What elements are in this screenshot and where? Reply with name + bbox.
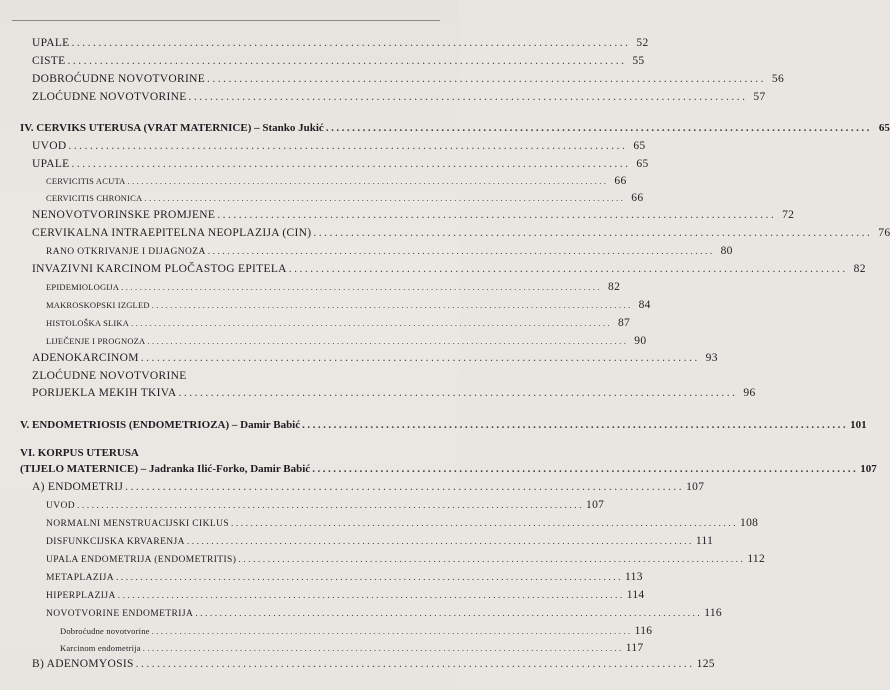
toc-subentry [46,192,644,205]
toc-entry-title: (TIJELO MATERNICE) – Jadranka Ilić-Forko, Damir Babić [20,463,311,475]
toc-entry-title: UVOD [46,501,76,511]
leader-dots: ........................................................................................................ [131,318,613,328]
toc-entry [32,37,649,50]
leader-dots: ........................................................................................................ [188,91,748,103]
toc-entry-page: 56 [771,73,785,85]
toc-entry-title: A) ENDOMETRIJ [32,481,124,493]
leader-dots: ........................................................................................................ [142,643,624,653]
toc-entry-title: HIPERPLAZIJA [46,591,116,601]
leader-dots: ........................................................................................................ [127,176,609,186]
toc-subentry [46,281,621,294]
top-rule [12,20,440,21]
toc-chapter-heading [20,419,867,431]
toc-entry-title: UPALE [32,158,70,170]
toc-entry-title: V. ENDOMETRIOSIS (ENDOMETRIOZA) – Damir Babić [20,419,301,431]
leader-dots: ........................................................................................................ [121,282,603,292]
toc-entry [32,387,756,400]
toc-entry [32,481,705,494]
toc-entry-page: 114 [626,589,645,601]
toc-entry-page: 117 [625,642,644,654]
toc-entry [32,55,645,68]
toc-entry-page: 125 [696,658,715,670]
toc-entry-title: UVOD [32,140,67,152]
toc-entry-title: CERVICITIS CHRONICA [46,193,143,203]
leader-dots: ........................................................................................................ [125,481,685,493]
toc-entry-title: ZLOĆUDNE NOVOTVORINE [32,370,187,382]
toc-entry [32,227,890,240]
toc-entry-page: 65 [633,140,646,152]
toc-entry [32,140,646,153]
toc-subentry [46,517,759,530]
toc-entry-page: 65 [636,158,649,170]
toc-entry-page: 113 [625,571,643,583]
toc-entry-page: 55 [632,55,645,67]
toc-entry-title: UPALE [32,37,70,49]
toc-entry-page: 82 [608,281,621,293]
leader-dots: ........................................................................................................ [151,626,633,636]
leader-dots: ........................................................................................................ [312,463,859,475]
leader-dots: ........................................................................................................ [231,519,739,529]
toc-entry-page: 57 [753,91,766,103]
toc-entry-title: CERVIKALNA INTRAEPITELNA NEOPLAZIJA (CIN) [32,227,312,239]
toc-entry-page: 107 [586,499,605,511]
toc-subentry [46,553,766,566]
toc-entry-title: CERVICITIS ACUTA [46,176,126,186]
leader-dots: ........................................................................................................ [68,140,628,152]
leader-dots: ........................................................................................................ [207,247,715,257]
toc-entry-page: 107 [860,463,877,475]
toc-entry-title: METAPLAZIJA [46,573,115,583]
toc-entry-page: 87 [617,317,631,329]
toc-entry-page: 101 [850,419,867,431]
toc-entry-title: DISFUNKCIJSKA KRVARENJA [46,537,185,547]
toc-subentry [46,589,645,602]
toc-entry-page: 82 [853,263,866,275]
toc-entry [32,158,649,171]
toc-entry-page: 112 [747,553,766,565]
toc-entry-title: Dobroćudne novotvorine [60,626,150,636]
toc-chapter-heading [20,448,429,459]
leader-dots: ........................................................................................................ [151,300,633,310]
toc-subsubentry [60,625,653,638]
toc-entry-title: CISTE [32,55,66,67]
toc-entry-title: INVAZIVNI KARCINOM PLOČASTOG EPITELA [32,263,287,275]
toc-entry [32,91,766,104]
toc-entry-title: DOBROĆUDNE NOVOTVORINE [32,73,206,85]
toc-entry-page: 76 [878,227,890,239]
toc-entry-title: VI. KORPUS UTERUSA [20,447,139,459]
leader-dots: ........................................................................................................ [135,658,695,670]
toc-entry-title: NOVOTVORINE ENDOMETRIJA [46,609,194,619]
toc-entry-page: 65 [878,122,890,134]
leader-dots: ........................................................................................................ [140,352,700,364]
toc-entry-title: EPIDEMIOLOGIJA [46,282,120,292]
toc-entry-page: 66 [614,175,627,187]
leader-dots: ........................................................................................................ [144,193,626,203]
toc-entry-title: NORMALNI MENSTRUACIJSKI CIKLUS [46,519,230,529]
toc-entry-title: ZLOĆUDNE NOVOTVORINE [32,91,187,103]
toc-entry-page: 66 [631,192,644,204]
leader-dots: ........................................................................................................ [116,573,624,583]
toc-entry-title: IV. CERVIKS UTERUSA (VRAT MATERNICE) – Stanko Jukić [20,122,324,134]
toc-subentry [46,535,714,548]
toc-entry-page: 90 [634,335,647,347]
leader-dots: ........................................................................................................ [217,209,777,221]
toc-entry-title: RANO OTKRIVANJE I DIJAGNOZA [46,247,206,257]
leader-dots: ........................................................................................................ [288,263,848,275]
toc-entry-page: 107 [686,481,705,493]
toc-entry-page: 84 [638,299,651,311]
leader-dots: ........................................................................................................ [71,158,631,170]
leader-dots: ........................................................................................................ [71,37,631,49]
toc-entry-title: ADENOKARCINOM [32,352,139,364]
leader-dots: ........................................................................................................ [313,227,873,239]
toc-subentry [46,175,627,188]
toc-entry-page: 116 [634,625,653,637]
toc-entry [32,371,429,383]
leader-dots: ........................................................................................................ [195,609,703,619]
toc-subentry [46,335,647,348]
toc-entry-page: 93 [705,352,718,364]
leader-dots: ........................................................................................................ [325,122,872,134]
toc-entry-title: MAKROSKOPSKI IZGLED [46,300,150,310]
toc-subentry [46,299,651,312]
toc-entry-page: 80 [720,245,733,257]
toc-entry-page: 52 [636,37,649,49]
toc-chapter-heading [20,463,877,475]
toc-chapter-heading [20,122,890,134]
leader-dots: ........................................................................................................ [207,73,767,85]
toc-entry-title: NENOVOTVORINSKE PROMJENE [32,209,216,221]
toc-entry-page: 108 [740,517,759,529]
toc-subentry [46,317,631,330]
toc-entry-title: Karcinom endometrija [60,643,141,653]
toc-entry [32,352,718,365]
toc-entry [32,73,785,86]
leader-dots: ........................................................................................................ [77,501,585,511]
toc-subsubentry [60,642,644,655]
toc-subentry [46,607,722,620]
toc-entry-title: PORIJEKLA MEKIH TKIVA [32,387,177,399]
leader-dots: ........................................................................................................ [238,555,746,565]
toc-entry-page: 111 [695,535,714,547]
toc-entry [32,263,866,276]
toc-entry-page: 96 [743,387,756,399]
toc-entry [32,658,715,671]
leader-dots: ........................................................................................................ [302,419,849,431]
toc-subentry [46,499,605,512]
toc-subentry [46,571,643,584]
leader-dots: ........................................................................................................ [178,387,738,399]
toc-entry-title: B) ADENOMYOSIS [32,658,134,670]
toc-entry-page: 72 [782,209,795,221]
toc-entry [32,209,795,222]
toc-entry-title: UPALA ENDOMETRIJA (ENDOMETRITIS) [46,555,237,565]
toc-entry-title: HISTOLOŠKA SLIKA [46,318,130,328]
toc-entry-page: 116 [704,607,722,619]
leader-dots: ........................................................................................................ [147,336,629,346]
leader-dots: ........................................................................................................ [117,591,625,601]
leader-dots: ........................................................................................................ [67,55,627,67]
toc-subentry [46,245,733,258]
leader-dots: ........................................................................................................ [186,537,694,547]
toc-entry-title: LIJEČENJE I PROGNOZA [46,336,146,346]
